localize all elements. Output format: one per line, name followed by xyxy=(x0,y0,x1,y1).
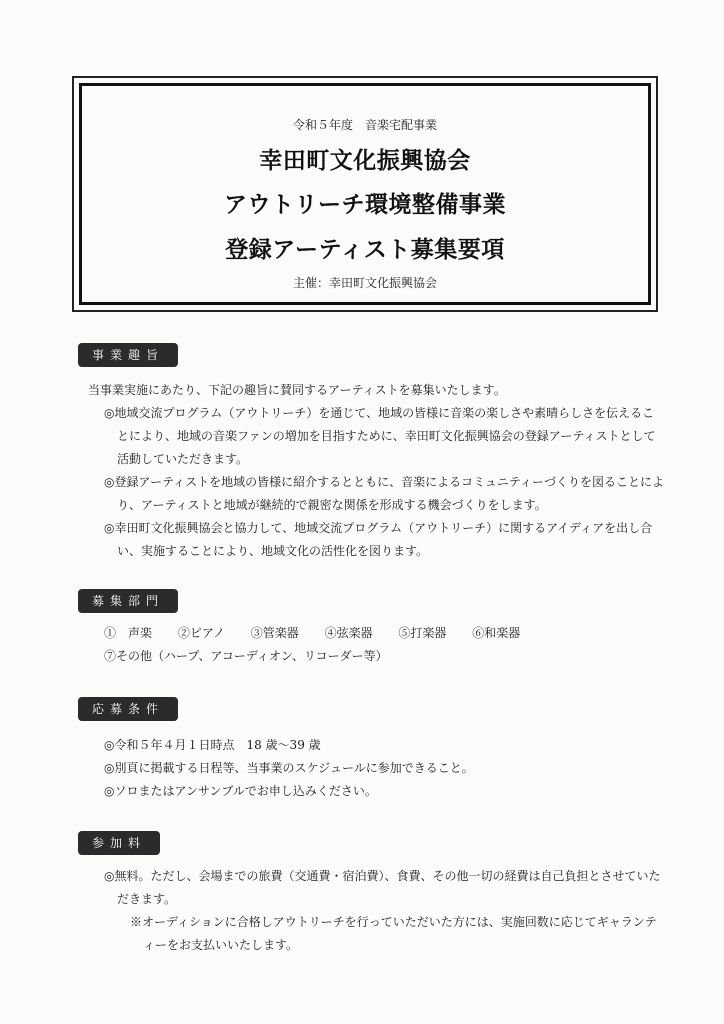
section-tag-purpose: 事業趣旨 xyxy=(78,343,178,367)
category-item: ⑤打楽器 xyxy=(398,626,447,640)
category-item: ④弦楽器 xyxy=(324,626,373,640)
pre-title: 令和５年度 音楽宅配事業 xyxy=(292,118,437,132)
category-item: ②ピアノ xyxy=(177,626,225,640)
purpose-item: ◎登録アーティストを地域の皆様に紹介するとともに、音楽によるコミュニティーづくりを図ることにより、アーティストと地域が継続的で親密な関係を形成する機会づくりをします。 xyxy=(104,475,664,512)
section-tag-fee: 参加料 xyxy=(78,831,160,855)
purpose-item: ◎地域交流プログラム（アウトリーチ）を通じて、地域の皆様に音楽の楽しさや素晴らしさを伝えることにより、地域の音楽ファンの増加を目指すために、幸田町文化振興協会の登録アーティストとして活動していただきます。 xyxy=(104,406,656,466)
sponsor: 主催：幸田町文化振興協会 xyxy=(292,276,437,290)
category-other: ⑦その他（ハープ、アコーディオン、リコーダー等） xyxy=(104,649,388,663)
purpose-list xyxy=(104,402,664,563)
title-line-3: 登録アーティスト募集要項 xyxy=(225,237,505,263)
fee-item-text: ◎無料。ただし、会場までの旅費（交通費・宿泊費）、食費、その他一切の経費は自己負担とさせていただきます。 xyxy=(104,869,661,906)
title-line-2: アウトリーチ環境整備事業 xyxy=(224,192,506,218)
fee-item xyxy=(104,865,664,911)
condition-item: ◎令和５年４月１日時点 18 歳～39 歳 xyxy=(104,738,321,752)
section-tag-categories: 募集部門 xyxy=(78,589,178,613)
category-list xyxy=(104,622,542,644)
category-item: ③管楽器 xyxy=(250,626,299,640)
fee-note-text: ※オーディションに合格しアウトリーチを行っていただいた方には、実施回数に応じてギャランティーをお支払いいたします。 xyxy=(130,915,657,952)
purpose-item: ◎幸田町文化振興協会と協力して、地域交流プログラム（アウトリーチ）に関するアイディアを出し合い、実施することにより、地域文化の活性化を図ります。 xyxy=(104,521,653,558)
title-frame-inner xyxy=(79,83,651,305)
section-tag-conditions: 応募条件 xyxy=(78,697,178,721)
condition-item: ◎別頁に掲載する日程等、当事業のスケジュールに参加できること。 xyxy=(104,761,474,775)
title-line-1: 幸田町文化振興協会 xyxy=(259,148,471,174)
title-frame xyxy=(72,76,658,312)
category-item: ① 声楽 xyxy=(104,626,153,640)
category-item: ⑥和楽器 xyxy=(472,626,521,640)
purpose-intro: 当事業実施にあたり、下記の趣旨に賛同するアーティストを募集いたします。 xyxy=(88,383,506,397)
fee-note xyxy=(130,911,664,957)
condition-item: ◎ソロまたはアンサンブルでお申し込みください。 xyxy=(104,784,377,798)
